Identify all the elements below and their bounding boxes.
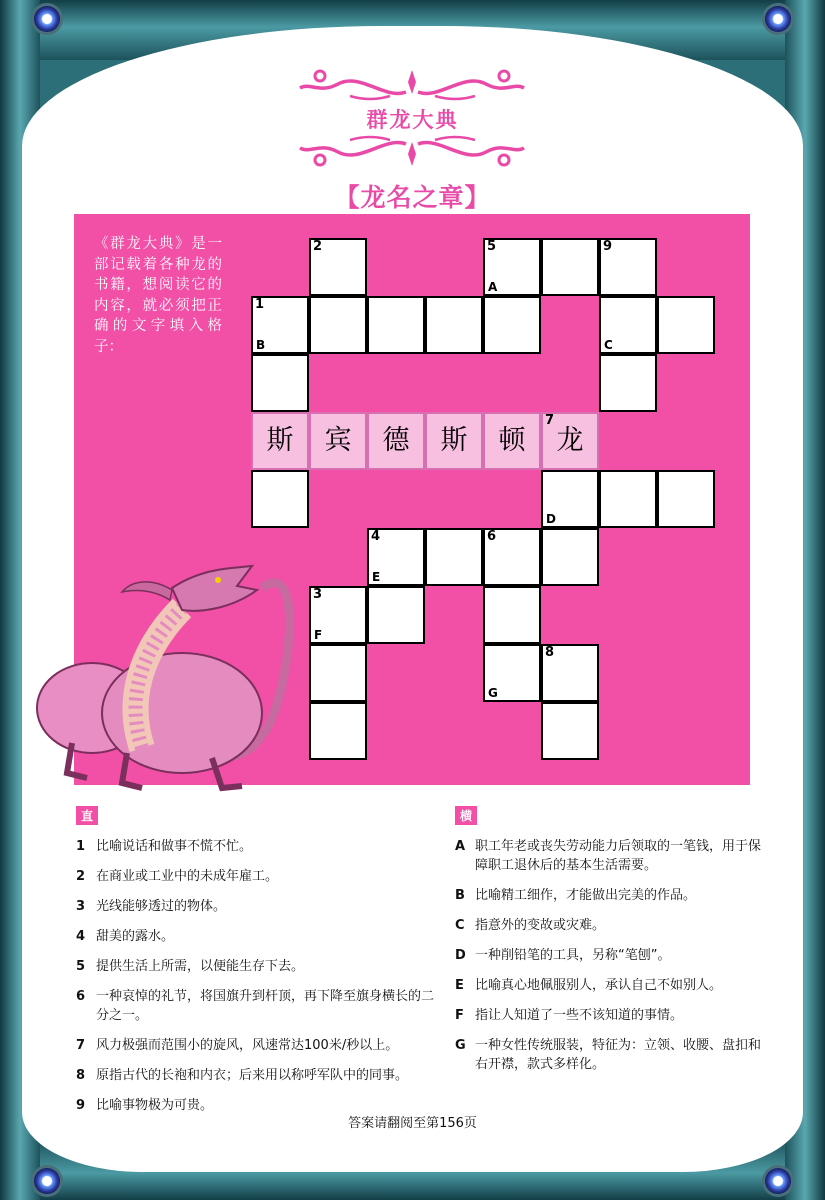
flourish-ornament-icon: [290, 132, 535, 174]
gem-icon: [765, 1168, 791, 1194]
crossword-cell[interactable]: [251, 354, 309, 412]
clue-item: [455, 1036, 765, 1074]
clue-letter: A: [488, 280, 498, 294]
down-clues-section: [76, 806, 436, 1126]
filled-cell: [425, 412, 483, 470]
clue-item: [76, 927, 436, 946]
clue-text: 甜美的露水。: [96, 929, 175, 944]
filled-cell: [367, 412, 425, 470]
clue-item: [455, 916, 765, 935]
intro-text: 《群龙大典》是一部记载着各种龙的书籍，想阅读它的内容，就必须把正确的文字填入格子：: [94, 236, 222, 355]
crossword-cell[interactable]: [541, 702, 599, 760]
cell-character: 德: [382, 425, 410, 456]
clue-key: F: [455, 1008, 464, 1023]
clue-item: [76, 897, 436, 916]
filled-cell: [251, 412, 309, 470]
clue-text: 一种哀悼的礼节，将国旗升到杆顶，再下降至旗身横长的二分之一。: [96, 989, 435, 1023]
clue-text: 一种女性传统服装，特征为：立领、收腰、盘扣和右开襟，款式多样化。: [475, 1038, 762, 1072]
crossword-cell[interactable]: [483, 644, 541, 702]
clue-key: 3: [76, 899, 86, 914]
clue-item: [455, 886, 765, 905]
clue-key: 8: [76, 1068, 86, 1083]
clue-key: 2: [76, 869, 86, 884]
page-title: 群龙大典: [366, 108, 459, 132]
down-clues-label: 直: [76, 806, 98, 825]
clue-text: 指让人知道了一些不该知道的事情。: [475, 1008, 684, 1023]
clue-item: [76, 837, 436, 856]
answer-page-note: 答案请翻阅至第156页: [348, 1116, 477, 1131]
clue-number: 5: [487, 239, 497, 254]
cell-character: 龙: [556, 425, 584, 456]
page-subtitle: 【龙名之章】: [334, 183, 491, 212]
gem-icon: [765, 6, 791, 32]
crossword-cell[interactable]: [251, 470, 309, 528]
clue-key: A: [455, 839, 466, 854]
clue-number: 2: [313, 239, 323, 254]
clue-text: 在商业或工业中的未成年雇工。: [96, 869, 279, 884]
clue-text: 比喻说话和做事不慌不忙。: [96, 839, 253, 854]
clue-item: [455, 946, 765, 965]
clue-letter: D: [546, 512, 556, 526]
clue-key: D: [455, 948, 466, 963]
clue-number: 1: [255, 297, 265, 312]
clue-item: [455, 837, 765, 875]
crossword-cell[interactable]: [309, 238, 367, 296]
crossword-cell[interactable]: [251, 296, 309, 354]
clue-key: B: [455, 888, 465, 903]
clue-text: 指意外的变故或灾难。: [475, 918, 606, 933]
clue-text: 风力极强而范围小的旋风，风速常达100米/秒以上。: [96, 1038, 399, 1053]
gem-icon: [34, 6, 60, 32]
title-block: [290, 62, 535, 174]
crossword-cell[interactable]: [425, 528, 483, 586]
crossword-cell[interactable]: [541, 644, 599, 702]
clue-number: 4: [371, 529, 381, 544]
clue-text: 职工年老或丧失劳动能力后领取的一笔钱，用于保障职工退休后的基本生活需要。: [475, 839, 762, 873]
clue-key: 4: [76, 929, 86, 944]
crossword-cell[interactable]: [425, 296, 483, 354]
crossword-cell[interactable]: [483, 528, 541, 586]
clue-number: 8: [545, 645, 555, 660]
clue-key: 6: [76, 989, 86, 1004]
clue-item: [76, 957, 436, 976]
crossword-cell[interactable]: [657, 470, 715, 528]
clue-item: [76, 987, 436, 1025]
clue-number: 3: [313, 587, 323, 602]
filled-cell: [309, 412, 367, 470]
clue-text: 比喻事物极为可贵。: [96, 1098, 214, 1113]
filled-cell: [541, 412, 599, 470]
crossword-cell[interactable]: [483, 296, 541, 354]
cell-character: 宾: [324, 425, 352, 456]
clue-number: 9: [603, 239, 613, 254]
crossword-cell[interactable]: [599, 470, 657, 528]
clue-letter: B: [256, 338, 266, 352]
dragon-illustration-icon: [32, 548, 332, 798]
clue-letter: G: [488, 686, 498, 700]
clue-letter: E: [372, 570, 381, 584]
clue-key: C: [455, 918, 465, 933]
crossword-cell[interactable]: [367, 528, 425, 586]
clue-item: [76, 1036, 436, 1055]
crossword-cell[interactable]: [483, 238, 541, 296]
filled-cell: [483, 412, 541, 470]
clue-letter: C: [604, 338, 613, 352]
flourish-ornament-icon: [290, 62, 535, 104]
clue-letter: F: [314, 628, 323, 642]
crossword-cell[interactable]: [309, 296, 367, 354]
crossword-cell[interactable]: [541, 528, 599, 586]
clue-text: 比喻精工细作，才能做出完美的作品。: [475, 888, 697, 903]
clue-number: 6: [487, 529, 497, 544]
clue-text: 光线能够透过的物体。: [96, 899, 227, 914]
across-clues-label: 横: [455, 806, 477, 825]
cell-character: 斯: [440, 425, 468, 456]
clue-key: E: [455, 978, 464, 993]
crossword-cell[interactable]: [541, 238, 599, 296]
clue-key: 1: [76, 839, 86, 854]
clue-text: 一种削铅笔的工具，另称“笔刨”。: [475, 948, 671, 963]
clue-text: 原指古代的长袍和内衣；后来用以称呼军队中的同事。: [96, 1068, 409, 1083]
cell-character: 顿: [498, 425, 526, 456]
clue-item: [455, 976, 765, 995]
clue-text: 比喻真心地佩服别人，承认自己不如别人。: [475, 978, 723, 993]
crossword-cell[interactable]: [483, 586, 541, 644]
clue-text: 提供生活上所需，以便能生存下去。: [96, 959, 305, 974]
clue-key: G: [455, 1038, 466, 1053]
crossword-cell[interactable]: [367, 296, 425, 354]
clue-item: [76, 867, 436, 886]
crossword-cell[interactable]: [657, 296, 715, 354]
crossword-cell[interactable]: [367, 586, 425, 644]
clue-item: [455, 1006, 765, 1025]
crossword-cell[interactable]: [599, 296, 657, 354]
crossword-cell[interactable]: [599, 238, 657, 296]
across-clues-section: [455, 806, 765, 1085]
clue-key: 7: [76, 1038, 86, 1053]
gem-icon: [34, 1168, 60, 1194]
clue-key: 5: [76, 959, 86, 974]
clue-key: 9: [76, 1098, 86, 1113]
clue-item: [76, 1066, 436, 1085]
crossword-cell[interactable]: [541, 470, 599, 528]
clue-number: 7: [545, 413, 555, 428]
cell-character: 斯: [266, 425, 294, 456]
crossword-cell[interactable]: [599, 354, 657, 412]
